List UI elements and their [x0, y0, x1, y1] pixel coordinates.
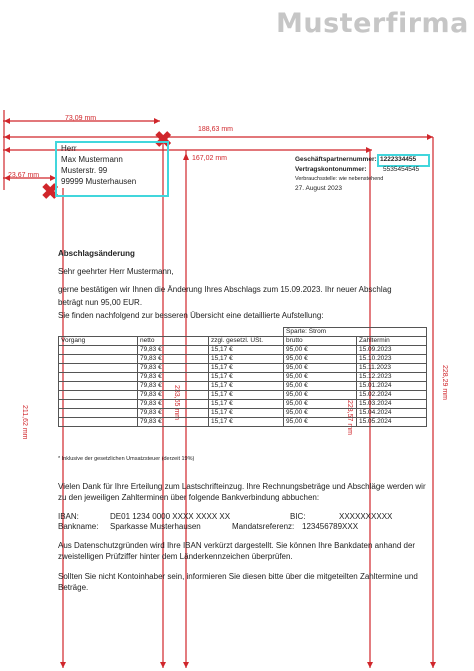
table-row: [59, 418, 427, 427]
table-row: [59, 391, 427, 400]
paragraph-1-line-2: beträgt nun 95,00 EUR.: [58, 298, 143, 307]
iban-label: IBAN:: [58, 512, 79, 521]
cell-ust: 15,17 €: [209, 355, 284, 364]
dim-label-7: 223,57 mm: [346, 400, 353, 436]
cell-ust: 15,17 €: [209, 373, 284, 382]
sparte-header: Sparte: Strom: [284, 328, 427, 337]
cell-ust: 15,17 €: [209, 409, 284, 418]
address-window: [55, 141, 169, 197]
cross-mark-icon: ✖: [41, 179, 60, 204]
cross-mark-icon: ✖: [154, 127, 173, 152]
cell-netto: 79,83 €: [138, 409, 209, 418]
brand-logo: Musterfirma: [276, 8, 469, 39]
address-city: 99999 Musterhausen: [61, 177, 137, 186]
paragraph-3-line-2: zu den jeweiligen Zahlterminen über folgende Bankverbindung abbuchen:: [58, 493, 320, 502]
cell-ust: 15,17 €: [209, 364, 284, 373]
mandate-value: 123456789XXX: [302, 522, 359, 531]
table-row: [59, 346, 427, 355]
cell-vorgang: [59, 355, 138, 364]
col-header-vorgang: Vorgang: [59, 337, 138, 346]
paragraph-2: Sie finden nachfolgend zur besseren Übersicht eine detaillierte Aufstellung:: [58, 311, 324, 320]
address-name: Max Mustermann: [61, 155, 123, 164]
paragraph-4-line-2: zweistelligen Prüfziffer hinter dem Länderkennzeichen überprüfen.: [58, 552, 293, 561]
contract-label: Vertragskontonummer:: [295, 166, 367, 173]
cell-zahltermin: 15.12.2023: [357, 373, 427, 382]
bp-value: 1222334455: [380, 156, 417, 163]
cell-zahltermin: 15.11.2023: [357, 364, 427, 373]
cell-vorgang: [59, 400, 138, 409]
letter-date: 27. August 2023: [295, 185, 342, 192]
paragraph-1-line-1: gerne bestätigen wir Ihnen die Änderung Ihres Abschlags zum 15.09.2023. Ihr neuer Abschlag: [58, 285, 392, 294]
cell-ust: 15,17 €: [209, 382, 284, 391]
cell-netto: 79,83 €: [138, 400, 209, 409]
paragraph-5-line-1: Sollten Sie nicht Kontoinhaber sein, informieren Sie diesen bitte über die mitgeteilten Zahltermine und: [58, 572, 418, 581]
table-row: [59, 364, 427, 373]
dim-label-6: 233,65 mm: [173, 385, 180, 421]
cell-vorgang: [59, 364, 138, 373]
footnote: * Inklusive der gesetzlichen Umsatzsteuer (derzeit 19%): [58, 456, 195, 462]
paragraph-3-line-1: Vielen Dank für Ihre Erteilung zum Lastschrifteinzug. Ihre Rechnungsbeträge und Abschläge werden wir: [58, 482, 426, 491]
consumption-point: Verbrauchsstelle: wie nebenstehend: [295, 176, 384, 182]
cell-zahltermin: 15.01.2024: [357, 382, 427, 391]
bic-value: XXXXXXXXXX: [339, 512, 393, 521]
bank-value: Sparkasse Musterhausen: [110, 522, 201, 531]
cell-ust: 15,17 €: [209, 346, 284, 355]
cell-netto: 79,83 €: [138, 382, 209, 391]
cell-zahltermin: 15.03.2024: [357, 400, 427, 409]
table-row: [59, 400, 427, 409]
cell-vorgang: [59, 391, 138, 400]
dim-label-1: 73,09 mm: [65, 115, 97, 122]
cell-ust: 15,17 €: [209, 400, 284, 409]
cell-brutto: 95,00 €: [284, 391, 357, 400]
cell-zahltermin: 15.05.2024: [357, 418, 427, 427]
cell-zahltermin: 15.09.2023: [357, 346, 427, 355]
dim-label-4: 23,67 mm: [8, 172, 40, 179]
address-salutation: Herr: [61, 144, 77, 153]
dim-label-5: 211,62 mm: [21, 405, 28, 440]
cell-netto: 79,83 €: [138, 346, 209, 355]
cell-zahltermin: 15.10.2023: [357, 355, 427, 364]
cell-ust: 15,17 €: [209, 418, 284, 427]
bic-label: BIC:: [290, 512, 306, 521]
cell-vorgang: [59, 409, 138, 418]
table-row: [59, 382, 427, 391]
dim-label-8: 228,29 mm: [441, 365, 448, 401]
cell-netto: 79,83 €: [138, 391, 209, 400]
bp-label: Geschäftspartnernummer:: [295, 156, 377, 163]
address-street: Musterstr. 99: [61, 166, 108, 175]
bank-label: Bankname:: [58, 522, 99, 531]
mandate-label: Mandatsreferenz:: [232, 522, 295, 531]
table-row: [59, 355, 427, 364]
letter-greeting: Sehr geehrter Herr Mustermann,: [58, 267, 174, 276]
cell-brutto: 95,00 €: [284, 355, 357, 364]
cell-vorgang: [59, 346, 138, 355]
cell-brutto: 95,00 €: [284, 418, 357, 427]
dim-label-2: 188,63 mm: [198, 126, 234, 133]
contract-value: 5535454545: [383, 166, 420, 173]
dim-label-3: 167,02 mm: [192, 155, 228, 162]
col-header-ust: zzgl. gesetzl. USt.: [209, 337, 284, 346]
cell-brutto: 95,00 €: [284, 400, 357, 409]
iban-value: DE01 1234 0000 XXXX XXXX XX: [110, 512, 231, 521]
cell-vorgang: [59, 382, 138, 391]
cell-vorgang: [59, 418, 138, 427]
cell-brutto: 95,00 €: [284, 373, 357, 382]
cell-ust: 15,17 €: [209, 391, 284, 400]
cell-brutto: 95,00 €: [284, 364, 357, 373]
col-header-zahltermin: Zahltermin: [357, 337, 427, 346]
letter-subject: Abschlagsänderung: [58, 249, 135, 258]
cell-brutto: 95,00 €: [284, 346, 357, 355]
cell-netto: 79,83 €: [138, 355, 209, 364]
cell-zahltermin: 15.04.2024: [357, 409, 427, 418]
table-row: [59, 409, 427, 418]
table-header-row: [59, 337, 427, 346]
cell-netto: 79,83 €: [138, 364, 209, 373]
cell-vorgang: [59, 373, 138, 382]
col-header-brutto: brutto: [284, 337, 357, 346]
cell-brutto: 95,00 €: [284, 382, 357, 391]
col-header-netto: netto: [138, 337, 209, 346]
cell-netto: 79,83 €: [138, 373, 209, 382]
payment-table: [58, 327, 427, 427]
cell-netto: 79,83 €: [138, 418, 209, 427]
paragraph-5-line-2: Beträge.: [58, 583, 89, 592]
paragraph-4-line-1: Aus Datenschutzgründen wird Ihre IBAN verkürzt dargestellt. Sie können Ihre Bankdaten anhand der: [58, 541, 416, 550]
cell-brutto: 95,00 €: [284, 409, 357, 418]
cell-zahltermin: 15.02.2024: [357, 391, 427, 400]
table-row: [59, 373, 427, 382]
